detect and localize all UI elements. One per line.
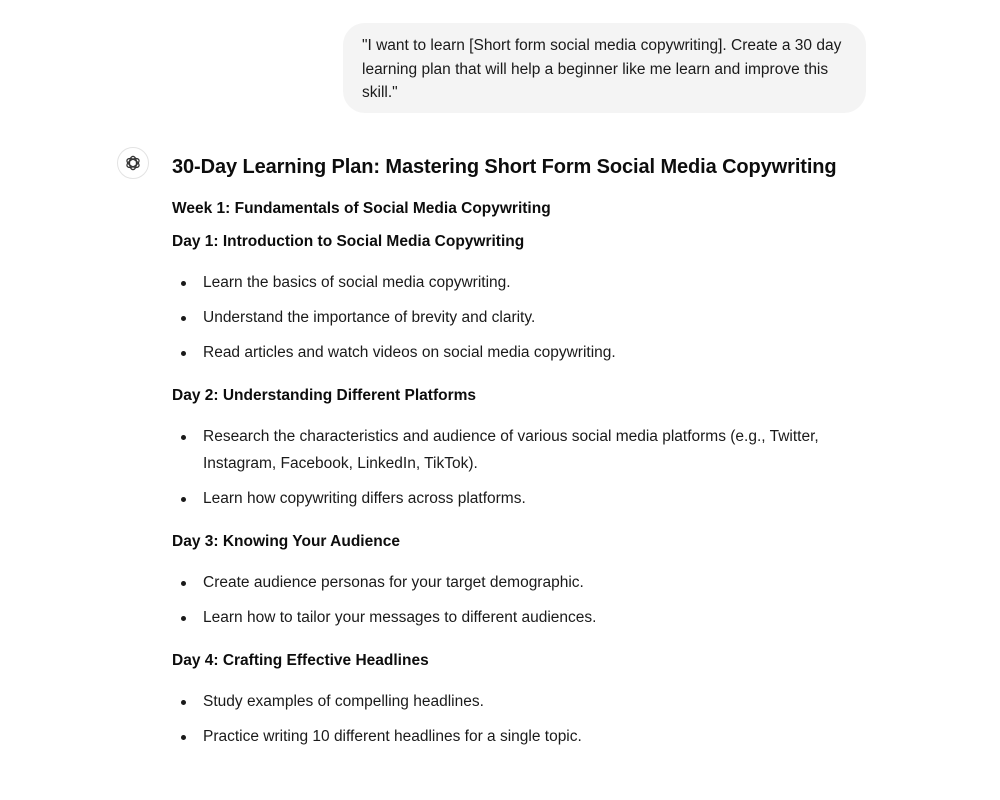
bullet-list: [172, 569, 872, 631]
user-message-bubble: [343, 23, 866, 113]
list-item: Study examples of compelling headlines.: [172, 688, 863, 715]
list-item: Practice writing 10 different headlines for a single topic.: [172, 723, 863, 750]
week-title: Week 1: Fundamentals of Social Media Copywriting: [172, 200, 551, 217]
bullet-list: [172, 269, 872, 366]
list-item: Learn how copywriting differs across platforms.: [172, 485, 863, 512]
plan-title: 30-Day Learning Plan: Mastering Short Form Social Media Copywriting: [172, 156, 837, 178]
list-item: Read articles and watch videos on social media copywriting.: [172, 339, 863, 366]
day-title: Day 2: Understanding Different Platforms: [172, 387, 477, 404]
day-section: [172, 650, 872, 750]
assistant-avatar: [117, 147, 149, 179]
bullet-list: [172, 688, 872, 750]
bullet-list: [172, 423, 872, 512]
list-item: Understand the importance of brevity and clarity.: [172, 304, 863, 331]
day-title: Day 4: Crafting Effective Headlines: [172, 652, 429, 669]
day-section: [172, 531, 872, 631]
list-item: Research the characteristics and audience of various social media platforms (e.g., Twitter, Instagram, Facebook, LinkedIn, TikTok).: [172, 423, 863, 477]
day-section: [172, 231, 872, 366]
list-item: Learn how to tailor your messages to different audiences.: [172, 604, 863, 631]
day-title: Day 1: Introduction to Social Media Copywriting: [172, 233, 525, 250]
day-title: Day 3: Knowing Your Audience: [172, 533, 400, 550]
list-item: Learn the basics of social media copywriting.: [172, 269, 863, 296]
list-item: Create audience personas for your target demographic.: [172, 569, 863, 596]
openai-logo-icon: [123, 153, 143, 173]
assistant-response: [172, 152, 872, 758]
day-section: [172, 385, 872, 512]
user-message-text: "I want to learn [Short form social media copywriting]. Create a 30 day learning plan that will help a beginner like me learn and improve this skill.": [362, 37, 842, 101]
